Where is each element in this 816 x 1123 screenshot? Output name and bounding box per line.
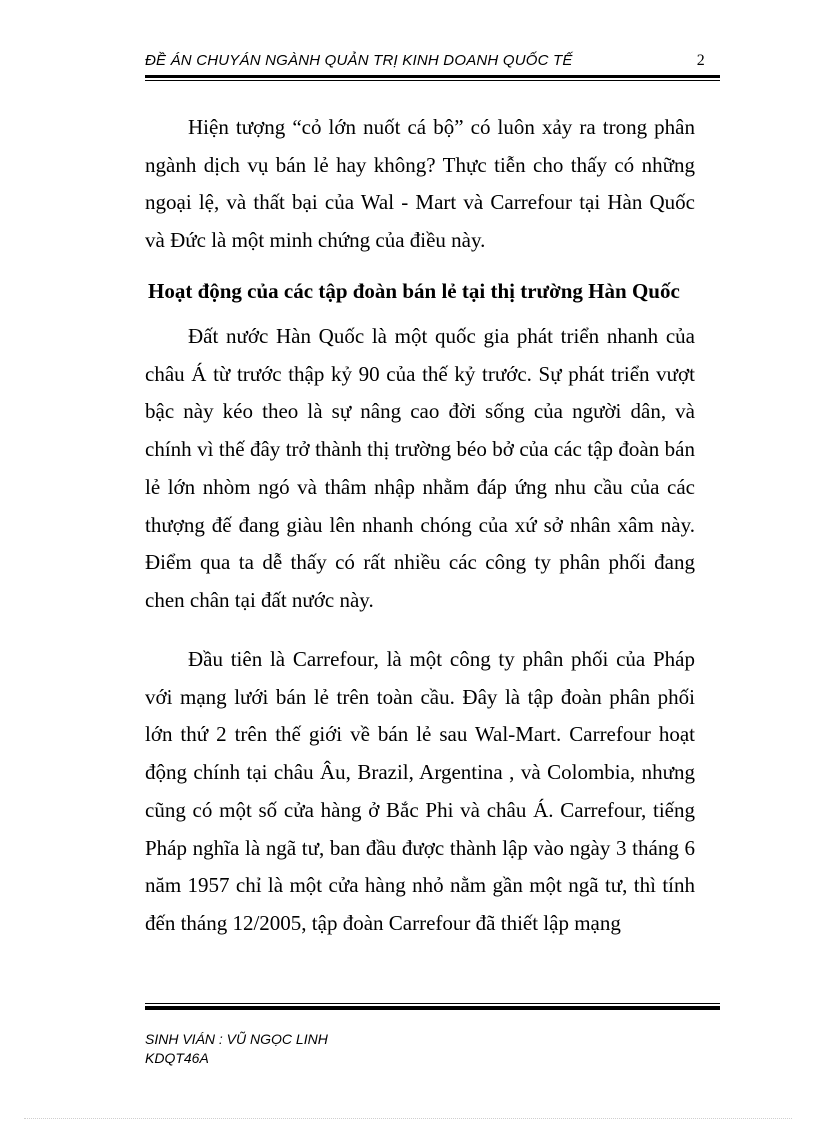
page-number: 2 <box>696 52 705 69</box>
footer-rule-thick <box>145 1006 720 1010</box>
header-rule-thick <box>145 75 720 78</box>
footer-class-code: KDQT46A <box>145 1050 209 1066</box>
page-bottom-edge <box>24 1118 792 1119</box>
section-heading: Hoạt động của các tập đoàn bán lẻ tại thị trường Hàn Quốc <box>148 279 680 303</box>
paragraph-intro: Hiện tượng “cỏ lớn nuốt cá bộ” có luôn xảy ra trong phân ngành dịch vụ bán lẻ hay không? Thực tiễn cho thấy có những ngoại lệ, và thất bại của Wal - Mart và Carrefour tại Hàn Quốc và Đức là một minh chứng của điều này. <box>145 115 695 253</box>
footer-rule-thin <box>145 1003 720 1004</box>
paragraph-carrefour: Đầu tiên là Carrefour, là một công ty phân phối của Pháp với mạng lưới bán lẻ trên toàn cầu. Đây là tập đoàn phân phối lớn thứ 2 trên thế giới về bán lẻ sau Wal-Mart. Carrefour hoạt động chính tại châu Âu, Brazil, Argentina , và Colombia, nhưng cũng có một số cửa hàng ở Bắc Phi và châu Á. Carrefour, tiếng Pháp nghĩa là ngã tư, ban đầu được thành lập vào ngày 3 tháng 6 năm 1957 chỉ là một cửa hàng nhỏ nằm gần một ngã tư, thì tính đến tháng 12/2005, tập đoàn Carrefour đã thiết lập mạng <box>145 647 695 935</box>
footer-student-name: SINH VIÁN : VŨ NGỌC LINH <box>145 1031 328 1047</box>
header-rule-thin <box>145 80 720 81</box>
paragraph-korea-market: Đất nước Hàn Quốc là một quốc gia phát triển nhanh của châu Á từ trước thập kỷ 90 của thế kỷ trước. Sự phát triển vượt bậc này kéo theo là sự nâng cao đời sống của người dân, và chính vì thế đây trở thành thị trường béo bở của các tập đoàn bán lẻ lớn nhòm ngó và thâm nhập nhằm đáp ứng nhu cầu của các thượng đế đang giàu lên nhanh chóng của xứ sở nhân xâm này. Điểm qua ta dễ thấy có rất nhiều các công ty phân phối đang chen chân tại đất nước này. <box>145 324 695 612</box>
page-footer <box>145 1030 328 1068</box>
page-header <box>145 52 713 72</box>
header-title: ĐỀ ÁN CHUYÁN NGÀNH QUẢN TRỊ KINH DOANH QUỐC TẾ <box>145 52 573 69</box>
